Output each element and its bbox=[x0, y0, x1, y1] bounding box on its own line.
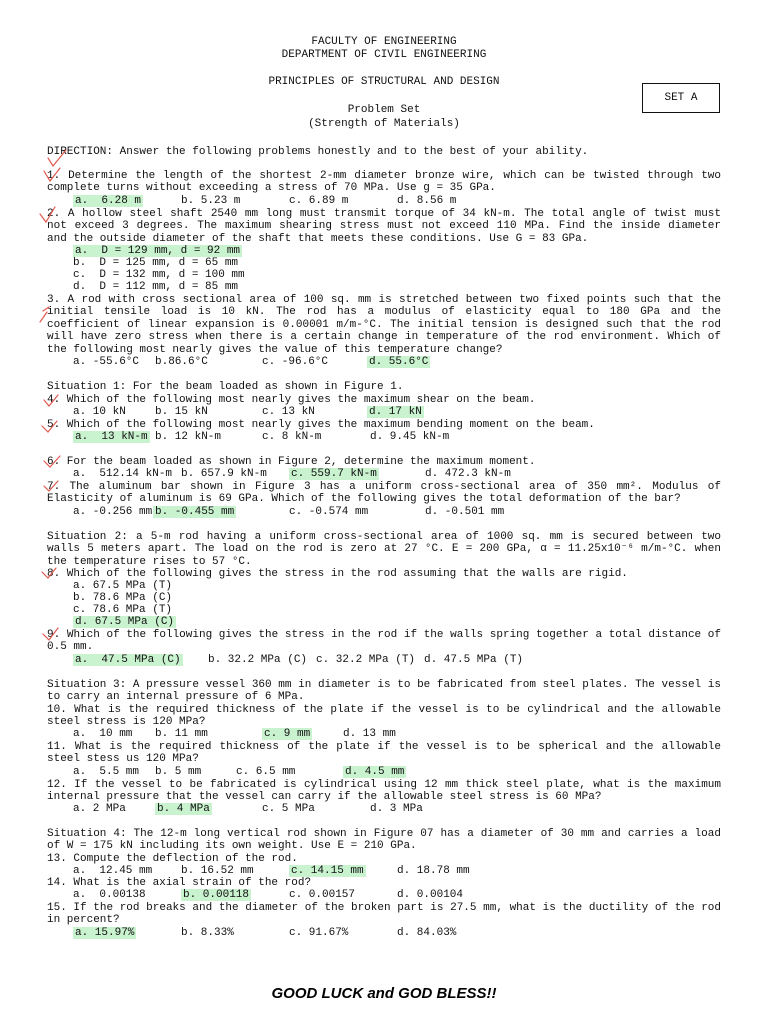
q11-option-d: d. 4.5 mm bbox=[345, 766, 405, 778]
q3-option-a: a. -55.6°C bbox=[73, 356, 140, 368]
q9-option-a: a. 47.5 MPa (C) bbox=[75, 654, 181, 666]
q9-option-d: d. 47.5 MPa (T) bbox=[424, 654, 524, 666]
q6-option-b: b. 657.9 kN-m bbox=[181, 468, 267, 480]
q1-option-d: d. 8.56 m bbox=[397, 195, 457, 207]
q12-option-d: d. 3 MPa bbox=[370, 803, 423, 815]
q7-option-a: a. -0.256 mm bbox=[73, 506, 153, 518]
question-7: 7. The aluminum bar shown in Figure 3 has a uniform cross-sectional area of 350 mm². Modulus of Elasticity of aluminum is 69 GPa. Which of the following gives the total deformation of the bar? bbox=[47, 481, 721, 506]
q3-option-d: d. 55.6°C bbox=[369, 356, 429, 368]
q9-option-b: b. 32.2 MPa (C) bbox=[208, 654, 308, 666]
q1-option-a: a. 6.28 m bbox=[75, 195, 142, 207]
q8-option-a: a. 67.5 MPa (T) bbox=[73, 580, 173, 592]
q12-option-c: c. 5 MPa bbox=[262, 803, 315, 815]
q13-option-b: b. 16.52 mm bbox=[181, 865, 254, 877]
department-heading: DEPARTMENT OF CIVIL ENGINEERING bbox=[281, 49, 487, 61]
q6-option-a: a. 512.14 kN-m bbox=[73, 468, 173, 480]
question-12: 12. If the vessel to be fabricated is cylindrical using 12 mm thick steel plate, what is the maximum internal pressure that the vessel can carry if the allowable steel stress is 60 MPa? bbox=[47, 779, 721, 804]
q7-option-b: b. -0.455 mm bbox=[155, 506, 235, 518]
question-2: 2. A hollow steel shaft 2540 mm long must transmit torque of 34 kN-m. The total angle of twist must not exceed 3 degrees. The maximum shearing stress must not exceed 110 MPa. Find the inside diameter and the outside diameter of the shaft that meets these conditions. Use G = 83 GPa. bbox=[47, 208, 721, 245]
q13-option-a: a. 12.45 mm bbox=[73, 865, 153, 877]
q5-option-b: b. 12 kN-m bbox=[155, 431, 222, 443]
direction-text: DIRECTION: Answer the following problems honestly and to the best of your ability. bbox=[47, 146, 589, 158]
question-6: 6. For the beam loaded as shown in Figure 2, determine the maximum moment. bbox=[47, 456, 536, 468]
q3-option-c: c. -96.6°C bbox=[262, 356, 329, 368]
doc-type: Problem Set bbox=[347, 104, 421, 116]
question-13: 13. Compute the deflection of the rod. bbox=[47, 853, 298, 865]
q3-option-b: b.86.6°C bbox=[155, 356, 208, 368]
q8-option-b: b. 78.6 MPa (C) bbox=[73, 592, 173, 604]
q8-option-c: c. 78.6 MPa (T) bbox=[73, 604, 173, 616]
q5-option-a: a. 13 kN-m bbox=[75, 431, 148, 443]
q15-option-c: c. 91.67% bbox=[289, 927, 349, 939]
q4-option-b: b. 15 kN bbox=[155, 406, 208, 418]
q4-option-d: d. 17 kN bbox=[369, 406, 422, 418]
question-10: 10. What is the required thickness of the plate if the vessel is to be cylindrical and the allowable steel stress is 120 MPa? bbox=[47, 704, 721, 729]
q1-option-c: c. 6.89 m bbox=[289, 195, 349, 207]
situation-3: Situation 3: A pressure vessel 360 mm in diameter is to be fabricated from steel plates. The vessel is to carry an internal pressure of 6 MPa. bbox=[47, 679, 721, 704]
q8-option-d: d. 67.5 MPa (C) bbox=[75, 616, 175, 628]
q14-option-a: a. 0.00138 bbox=[73, 889, 146, 901]
q11-option-b: b. 5 mm bbox=[155, 766, 202, 778]
footer-message: GOOD LUCK and GOD BLESS!! bbox=[271, 985, 497, 1002]
q14-option-c: c. 0.00157 bbox=[289, 889, 356, 901]
q6-option-c: c. 559.7 kN-m bbox=[291, 468, 377, 480]
q7-option-c: c. -0.574 mm bbox=[289, 506, 369, 518]
doc-subtitle: (Strength of Materials) bbox=[308, 118, 460, 130]
q6-option-d: d. 472.3 kN-m bbox=[425, 468, 511, 480]
course-title: PRINCIPLES OF STRUCTURAL AND DESIGN bbox=[268, 76, 500, 88]
q13-option-c: c. 14.15 mm bbox=[291, 865, 364, 877]
question-3: 3. A rod with cross sectional area of 100 sq. mm is stretched between two fixed points such that the initial tensile load is 10 kN. The rod has a modulus of elasticity equal to 180 GPa and the coefficient of linear expansion is 0.00001 m/m-°C. The initial tension is designed such that the rod will have zero stress when there is a certain change in temperature of the rod environment. Which of the following most nearly gives the value of this temperature change? bbox=[47, 294, 721, 356]
q10-option-a: a. 10 mm bbox=[73, 728, 133, 740]
q10-option-d: d. 13 mm bbox=[343, 728, 396, 740]
q2-option-d: d. D = 112 mm, d = 85 mm bbox=[73, 281, 239, 293]
q2-option-b: b. D = 125 mm, d = 65 mm bbox=[73, 257, 239, 269]
q2-option-c: c. D = 132 mm, d = 100 mm bbox=[73, 269, 245, 281]
faculty-heading: FACULTY OF ENGINEERING bbox=[311, 36, 457, 48]
q10-option-c: c. 9 mm bbox=[264, 728, 311, 740]
question-15: 15. If the rod breaks and the diameter of the broken part is 27.5 mm, what is the ductility of the rod in percent? bbox=[47, 902, 721, 927]
q4-option-a: a. 10 kN bbox=[73, 406, 126, 418]
q15-option-d: d. 84.03% bbox=[397, 927, 457, 939]
q15-option-a: a. 15.97% bbox=[75, 927, 135, 939]
q7-option-d: d. -0.501 mm bbox=[425, 506, 505, 518]
q2-option-a: a. D = 129 mm, d = 92 mm bbox=[75, 245, 241, 257]
question-14: 14. What is the axial strain of the rod? bbox=[47, 877, 312, 889]
situation-1: Situation 1: For the beam loaded as shown in Figure 1. bbox=[47, 381, 404, 393]
q5-option-d: d. 9.45 kN-m bbox=[370, 431, 450, 443]
q15-option-b: b. 8.33% bbox=[181, 927, 234, 939]
question-1: 1. Determine the length of the shortest 2-mm diameter bronze wire, which can be twisted through two complete turns without exceeding a stress of 70 MPa. Use g = 35 GPa. bbox=[47, 170, 721, 195]
q11-option-a: a. 5.5 mm bbox=[73, 766, 140, 778]
q12-option-b: b. 4 MPa bbox=[157, 803, 210, 815]
q11-option-c: c. 6.5 mm bbox=[236, 766, 296, 778]
q14-option-b: b. 0.00118 bbox=[183, 889, 250, 901]
question-9: 9. Which of the following gives the stress in the rod if the walls spring together a total distance of 0.5 mm. bbox=[47, 629, 721, 654]
q12-option-a: a. 2 MPa bbox=[73, 803, 126, 815]
q5-option-c: c. 8 kN-m bbox=[262, 431, 322, 443]
set-label-box: SET A bbox=[642, 83, 720, 113]
q9-option-c: c. 32.2 MPa (T) bbox=[316, 654, 416, 666]
question-11: 11. What is the required thickness of the plate if the vessel is to be spherical and the allowable steel stess us 120 MPa? bbox=[47, 741, 721, 766]
situation-4: Situation 4: The 12-m long vertical rod shown in Figure 07 has a diameter of 30 mm and carries a load of W = 175 kN including its own weight. Use E = 210 GPa. bbox=[47, 828, 721, 853]
q10-option-b: b. 11 mm bbox=[155, 728, 208, 740]
question-8: 8. Which of the following gives the stress in the rod assuming that the walls are rigid. bbox=[47, 568, 628, 580]
q4-option-c: c. 13 kN bbox=[262, 406, 315, 418]
situation-2: Situation 2: a 5-m rod having a uniform cross-sectional area of 1000 sq. mm is secured between two walls 5 meters apart. The load on the rod is zero at 27 °C. E = 200 GPa, α = 11.25x10⁻⁶ m/m-°C. when the temperature rises to 57 °C. bbox=[47, 531, 721, 568]
q13-option-d: d. 18.78 mm bbox=[397, 865, 470, 877]
q14-option-d: d. 0.00104 bbox=[397, 889, 464, 901]
q1-option-b: b. 5.23 m bbox=[181, 195, 241, 207]
question-4: 4. Which of the following most nearly gives the maximum shear on the beam. bbox=[47, 394, 536, 406]
question-5: 5. Which of the following most nearly gives the maximum bending moment on the beam. bbox=[47, 419, 595, 431]
